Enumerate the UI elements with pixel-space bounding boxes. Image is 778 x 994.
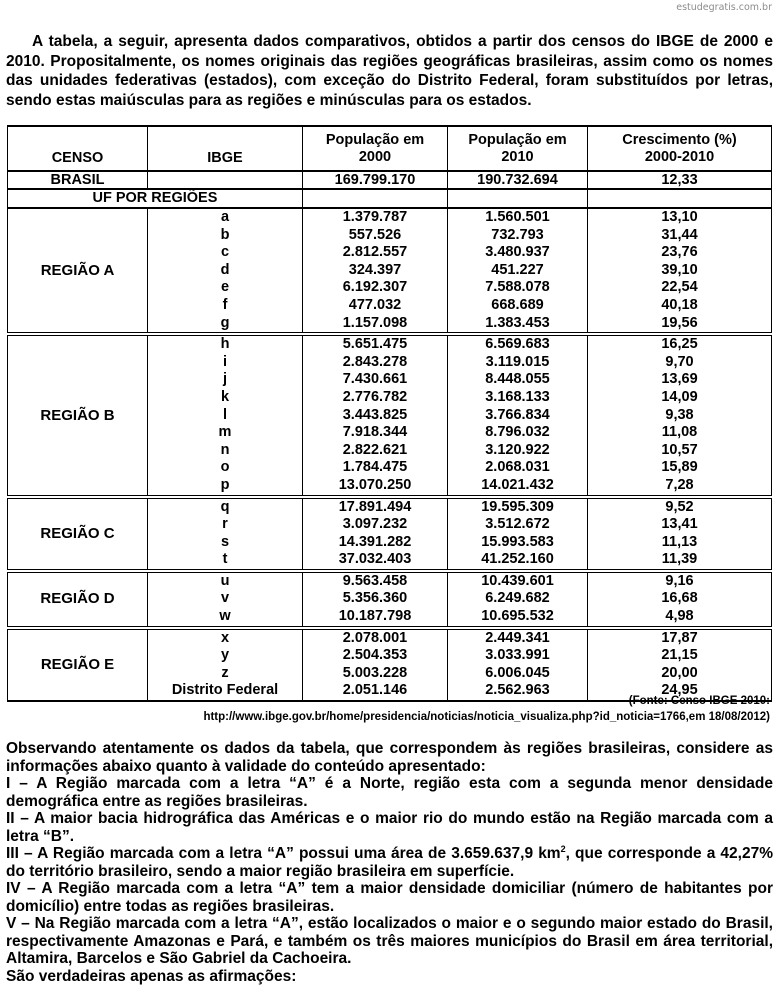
pop2000-cell: 9.563.458 — [303, 571, 448, 591]
watermark: estudegratis.com.br — [676, 2, 772, 13]
header-ibge: IBGE — [148, 126, 303, 171]
pop2010-cell: 6.249.682 — [448, 590, 588, 608]
pop2010-cell: 6.006.045 — [448, 665, 588, 683]
pop2000-cell: 2.078.001 — [303, 628, 448, 648]
growth-cell: 9,16 — [588, 571, 772, 591]
pop2000-cell: 2.504.353 — [303, 647, 448, 665]
region-group — [8, 571, 772, 628]
pop2000-cell: 7.918.344 — [303, 424, 448, 442]
pop2010-cell: 8.796.032 — [448, 424, 588, 442]
statement-2: II – A maior bacia hidrográfica das Américas e o maior rio do mundo estão na Região marcada com a letra “B”. — [6, 810, 773, 845]
brasil-label: BRASIL — [8, 171, 148, 189]
pop2010-cell: 10.695.532 — [448, 608, 588, 628]
header-growth: Crescimento (%) 2000-2010 — [588, 126, 772, 171]
brasil-growth: 12,33 — [588, 171, 772, 189]
brasil-row — [8, 171, 772, 189]
uf-cell: x — [148, 628, 303, 648]
uf-cell: b — [148, 227, 303, 245]
header-pop2010: População em 2010 — [448, 126, 588, 171]
uf-cell: g — [148, 315, 303, 335]
growth-cell: 9,52 — [588, 497, 772, 517]
growth-cell: 9,70 — [588, 354, 772, 372]
uf-cell: s — [148, 534, 303, 552]
pop2010-cell: 2.562.963 — [448, 682, 588, 701]
pop2000-cell: 1.379.787 — [303, 208, 448, 227]
pop2010-cell: 19.595.309 — [448, 497, 588, 517]
question-block — [6, 740, 773, 985]
source-line-1: (Fonte: Censo IBGE 2010: — [628, 695, 770, 707]
statement-1: I – A Região marcada com a letra “A” é a Norte, região esta com a segunda menor densidade demográfica entre as regiões brasileiras. — [6, 775, 773, 810]
uf-cell: d — [148, 262, 303, 280]
source-note — [203, 693, 770, 725]
region-name: REGIÃO D — [8, 571, 148, 628]
pop2000-cell: 3.097.232 — [303, 516, 448, 534]
growth-cell: 19,56 — [588, 315, 772, 335]
pop2010-cell: 732.793 — [448, 227, 588, 245]
region-name: REGIÃO C — [8, 497, 148, 571]
table-row — [8, 571, 772, 591]
growth-cell: 16,68 — [588, 590, 772, 608]
pop2000-cell: 37.032.403 — [303, 551, 448, 571]
pop2010-cell: 3.120.922 — [448, 442, 588, 460]
uf-empty-3 — [588, 189, 772, 208]
table-row — [8, 497, 772, 517]
pop2000-cell: 13.070.250 — [303, 477, 448, 497]
growth-cell: 9,38 — [588, 407, 772, 425]
brasil-pop2000: 169.799.170 — [303, 171, 448, 189]
pop2000-cell: 1.784.475 — [303, 459, 448, 477]
pop2010-cell: 8.448.055 — [448, 371, 588, 389]
pop2010-cell: 7.588.078 — [448, 279, 588, 297]
pop2000-cell: 324.397 — [303, 262, 448, 280]
growth-cell: 39,10 — [588, 262, 772, 280]
pop2000-cell: 2.776.782 — [303, 389, 448, 407]
region-name: REGIÃO E — [8, 628, 148, 701]
growth-cell: 13,69 — [588, 371, 772, 389]
uf-empty-2 — [448, 189, 588, 208]
pop2010-cell: 3.512.672 — [448, 516, 588, 534]
pop2010-cell: 3.033.991 — [448, 647, 588, 665]
pop2010-cell: 41.252.160 — [448, 551, 588, 571]
uf-cell: q — [148, 497, 303, 517]
growth-cell: 16,25 — [588, 334, 772, 354]
pop2010-cell: 3.119.015 — [448, 354, 588, 372]
uf-cell: e — [148, 279, 303, 297]
header-pop2000: População em 2000 — [303, 126, 448, 171]
growth-cell: 7,28 — [588, 477, 772, 497]
uf-cell: k — [148, 389, 303, 407]
pop2010-cell: 15.993.583 — [448, 534, 588, 552]
pop2000-cell: 3.443.825 — [303, 407, 448, 425]
table-row — [8, 208, 772, 227]
uf-cell: r — [148, 516, 303, 534]
uf-cell: t — [148, 551, 303, 571]
growth-cell: 14,09 — [588, 389, 772, 407]
growth-cell: 20,00 — [588, 665, 772, 683]
pop2010-cell: 1.383.453 — [448, 315, 588, 335]
uf-label: UF POR REGIÕES — [148, 189, 303, 208]
region-group — [8, 497, 772, 571]
uf-cell: u — [148, 571, 303, 591]
uf-cell: f — [148, 297, 303, 315]
pop2010-cell: 10.439.601 — [448, 571, 588, 591]
uf-cell: Distrito Federal — [148, 682, 303, 701]
statement-3: III – A Região marcada com a letra “A” possui uma área de 3.659.637,9 $km^2$, que corresponde a 42,27% do território brasileiro, sendo a maior região brasileira em superfície. — [6, 843, 773, 880]
pop2010-cell: 668.689 — [448, 297, 588, 315]
pop2010-cell: 3.766.834 — [448, 407, 588, 425]
region-group — [8, 628, 772, 701]
statement-4: IV – A Região marcada com a letra “A” tem a maior densidade domiciliar (número de habitantes por domicílio) entre todas as regiões brasileiras. — [6, 880, 773, 915]
uf-cell: i — [148, 354, 303, 372]
growth-cell: 13,41 — [588, 516, 772, 534]
uf-cell: p — [148, 477, 303, 497]
header-censo: CENSO — [8, 126, 148, 171]
growth-cell: 13,10 — [588, 208, 772, 227]
growth-cell: 11,13 — [588, 534, 772, 552]
growth-cell: 17,87 — [588, 628, 772, 648]
uf-cell: n — [148, 442, 303, 460]
pop2010-cell: 3.168.133 — [448, 389, 588, 407]
pop2010-cell: 14.021.432 — [448, 477, 588, 497]
growth-cell: 40,18 — [588, 297, 772, 315]
pop2000-cell: 6.192.307 — [303, 279, 448, 297]
question-lead: Observando atentamente os dados da tabela, que correspondem às regiões brasileiras, considere as informações abaixo quanto à validade do conteúdo apresentado: — [6, 740, 773, 775]
region-group — [8, 208, 772, 334]
intro-paragraph — [6, 32, 773, 110]
pop2000-cell: 2.051.146 — [303, 682, 448, 701]
pop2010-cell: 3.480.937 — [448, 244, 588, 262]
uf-cell: y — [148, 647, 303, 665]
pop2010-cell: 451.227 — [448, 262, 588, 280]
uf-cell: a — [148, 208, 303, 227]
pop2010-cell: 1.560.501 — [448, 208, 588, 227]
pop2000-cell: 17.891.494 — [303, 497, 448, 517]
pop2000-cell: 10.187.798 — [303, 608, 448, 628]
statement-5: V – Na Região marcada com a letra “A”, estão localizados o maior e o segundo maior estado do Brasil, respectivamente Amazonas e Pará, e também os três maiores municípios do Brasil em área territorial, Altamira, Barcelos e São Gabriel da Cachoeira. — [6, 915, 773, 967]
pop2000-cell: 2.822.621 — [303, 442, 448, 460]
uf-cell: z — [148, 665, 303, 683]
pop2000-cell: 477.032 — [303, 297, 448, 315]
pop2010-cell: 2.068.031 — [448, 459, 588, 477]
pop2000-cell: 14.391.282 — [303, 534, 448, 552]
table-row — [8, 334, 772, 354]
region-name: REGIÃO B — [8, 334, 148, 496]
brasil-ibge — [148, 171, 303, 189]
intro-text: A tabela, a seguir, apresenta dados comparativos, obtidos a partir dos censos do IBGE de 2000 e 2010. Propositalmente, os nomes originais das regiões geográficas brasileiras, assim como os nomes das unidades federativas (estados), com exceção do Distrito Federal, foram substituídos por letras, sendo estas maiúsculas para as regiões e minúsculas para os estados. — [6, 33, 773, 109]
uf-cell: l — [148, 407, 303, 425]
pop2000-cell: 5.356.360 — [303, 590, 448, 608]
pop2000-cell: 5.651.475 — [303, 334, 448, 354]
growth-cell: 22,54 — [588, 279, 772, 297]
region-name: REGIÃO A — [8, 208, 148, 334]
pop2000-cell: 7.430.661 — [303, 371, 448, 389]
uf-empty-1 — [303, 189, 448, 208]
pop2000-cell: 557.526 — [303, 227, 448, 245]
question-closing: São verdadeiras apenas as afirmações: — [6, 967, 297, 985]
brasil-pop2010: 190.732.694 — [448, 171, 588, 189]
growth-cell: 23,76 — [588, 244, 772, 262]
table-row — [8, 628, 772, 648]
growth-cell: 11,39 — [588, 551, 772, 571]
growth-cell: 10,57 — [588, 442, 772, 460]
growth-cell: 11,08 — [588, 424, 772, 442]
uf-cell: j — [148, 371, 303, 389]
growth-cell: 21,15 — [588, 647, 772, 665]
uf-cell: v — [148, 590, 303, 608]
uf-cell: h — [148, 334, 303, 354]
growth-cell: 24,95 — [588, 682, 772, 701]
growth-cell: 15,89 — [588, 459, 772, 477]
header-row — [8, 126, 772, 171]
uf-row — [8, 189, 772, 208]
pop2000-cell: 5.003.228 — [303, 665, 448, 683]
pop2010-cell: 6.569.683 — [448, 334, 588, 354]
source-line-2: http://www.ibge.gov.br/home/presidencia/noticias/noticia_visualiza.php?id_noticia=1766,em 18/08/2012) — [203, 711, 770, 723]
uf-cell: m — [148, 424, 303, 442]
growth-cell: 4,98 — [588, 608, 772, 628]
uf-cell: w — [148, 608, 303, 628]
uf-cell: c — [148, 244, 303, 262]
pop2000-cell: 2.843.278 — [303, 354, 448, 372]
region-group — [8, 334, 772, 496]
census-table — [7, 125, 772, 702]
uf-cell: o — [148, 459, 303, 477]
pop2000-cell: 1.157.098 — [303, 315, 448, 335]
growth-cell: 31,44 — [588, 227, 772, 245]
pop2000-cell: 2.812.557 — [303, 244, 448, 262]
pop2010-cell: 2.449.341 — [448, 628, 588, 648]
